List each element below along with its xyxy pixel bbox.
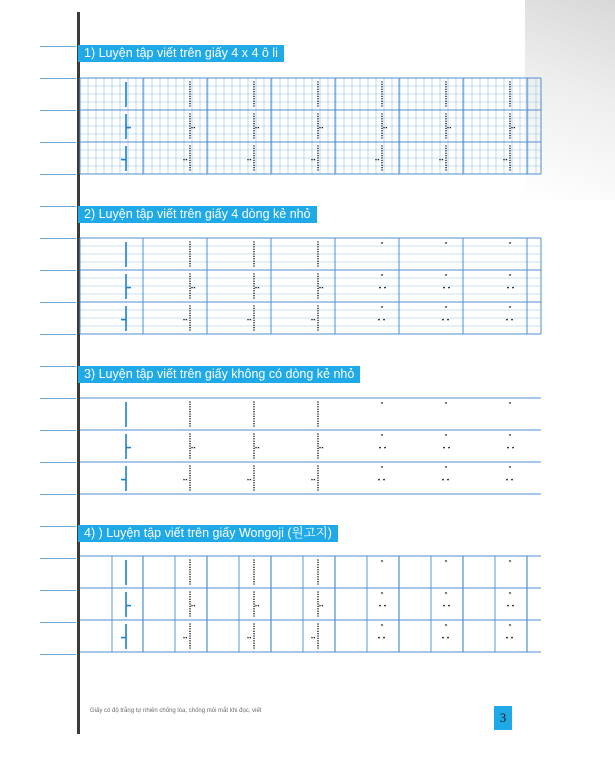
trace-dots	[253, 576, 255, 578]
trace-dots	[317, 594, 319, 596]
trace-dots	[317, 578, 319, 580]
trace-dots	[253, 591, 255, 593]
trace-dots	[317, 591, 319, 593]
trace-dots	[253, 596, 255, 598]
trace-dots	[317, 559, 319, 561]
trace-dot	[506, 637, 508, 639]
trace-dots	[253, 640, 255, 642]
trace-dots	[186, 637, 188, 639]
trace-dot	[509, 560, 511, 562]
trace-dots	[189, 635, 191, 637]
trace-dots	[189, 610, 191, 612]
trace-dot	[447, 637, 449, 639]
trace-dots	[253, 633, 255, 635]
trace-dots	[253, 566, 255, 568]
trace-dots	[189, 628, 191, 630]
trace-dots	[189, 594, 191, 596]
trace-dots	[253, 571, 255, 573]
trace-dots	[189, 645, 191, 647]
trace-dot	[445, 592, 447, 594]
trace-dots	[253, 615, 255, 617]
trace-dots	[189, 578, 191, 580]
trace-dots	[317, 581, 319, 583]
footer-note: Giấy có độ trắng tự nhiên chống lóa, chống mỏi mắt khi đọc, viết	[90, 708, 262, 714]
trace-dots	[317, 571, 319, 573]
trace-dot	[509, 592, 511, 594]
trace-dots	[317, 638, 319, 640]
trace-dots	[189, 569, 191, 571]
trace-dots	[253, 626, 255, 628]
trace-dots	[253, 630, 255, 632]
trace-dots	[317, 574, 319, 576]
trace-dots	[317, 576, 319, 578]
trace-dots	[317, 566, 319, 568]
trace-dots	[253, 606, 255, 608]
trace-dots	[317, 569, 319, 571]
trace-dots	[189, 571, 191, 573]
trace-dot	[384, 605, 386, 607]
trace-dots	[189, 576, 191, 578]
trace-dots	[317, 601, 319, 603]
trace-dots	[189, 598, 191, 600]
trace-dots	[317, 640, 319, 642]
trace-dot	[381, 624, 383, 626]
trace-dots	[258, 605, 260, 607]
trace-dot	[445, 624, 447, 626]
trace-dot	[381, 560, 383, 562]
trace-dots	[253, 642, 255, 644]
trace-dots	[253, 610, 255, 612]
trace-dots	[189, 564, 191, 566]
trace-dot	[509, 624, 511, 626]
section-title-4: 4) ) Luyện tập viết trên giấy Wongoji (원고지)	[78, 525, 338, 542]
trace-dots	[319, 605, 321, 607]
trace-dots	[253, 603, 255, 605]
trace-dots	[317, 603, 319, 605]
section-title-1: 1) Luyện tập viết trên giấy 4 x 4 ô li	[78, 45, 284, 62]
trace-dots	[311, 637, 313, 639]
trace-dots	[189, 608, 191, 610]
trace-dots	[183, 637, 185, 639]
trace-dots	[253, 578, 255, 580]
trace-dots	[317, 615, 319, 617]
trace-dots	[317, 562, 319, 564]
trace-dot	[383, 637, 385, 639]
trace-dots	[189, 562, 191, 564]
trace-dots	[189, 583, 191, 585]
trace-dots	[253, 564, 255, 566]
trace-dots	[189, 596, 191, 598]
trace-dots	[189, 574, 191, 576]
trace-dots	[255, 605, 257, 607]
trace-dots	[317, 633, 319, 635]
trace-dots	[253, 581, 255, 583]
trace-dots	[317, 608, 319, 610]
trace-dots	[250, 637, 252, 639]
trace-dots	[317, 613, 319, 615]
trace-dots	[317, 606, 319, 608]
trace-dots	[189, 647, 191, 649]
trace-dots	[253, 601, 255, 603]
trace-dot	[443, 605, 445, 607]
trace-dots	[253, 645, 255, 647]
trace-dots	[189, 606, 191, 608]
trace-dot	[448, 605, 450, 607]
trace-dots	[253, 638, 255, 640]
trace-dots	[189, 601, 191, 603]
trace-dots	[189, 591, 191, 593]
trace-dots	[317, 610, 319, 612]
trace-dots	[317, 635, 319, 637]
trace-dots	[317, 630, 319, 632]
trace-dots	[253, 623, 255, 625]
trace-dots	[322, 605, 324, 607]
trace-dots	[189, 626, 191, 628]
trace-dot	[381, 592, 383, 594]
trace-dot	[378, 637, 380, 639]
trace-dots	[191, 605, 193, 607]
trace-dots	[189, 581, 191, 583]
trace-dots	[317, 647, 319, 649]
page-number: 3	[494, 706, 512, 730]
trace-dot	[379, 605, 381, 607]
trace-dots	[317, 642, 319, 644]
trace-dots	[189, 559, 191, 561]
trace-dots	[253, 574, 255, 576]
trace-dot	[442, 637, 444, 639]
trace-dots	[317, 626, 319, 628]
trace-dots	[253, 559, 255, 561]
trace-dots	[189, 615, 191, 617]
section-title-2: 2) Luyện tập viết trên giấy 4 dòng kẻ nhỏ	[78, 206, 317, 223]
trace-dots	[189, 633, 191, 635]
trace-dot	[511, 637, 513, 639]
trace-dots	[317, 628, 319, 630]
trace-dots	[253, 594, 255, 596]
trace-dots	[253, 647, 255, 649]
trace-dots	[317, 596, 319, 598]
trace-dots	[189, 630, 191, 632]
trace-dots	[194, 605, 196, 607]
trace-dots	[247, 637, 249, 639]
trace-dots	[317, 583, 319, 585]
trace-dots	[253, 635, 255, 637]
trace-dots	[317, 564, 319, 566]
trace-dot	[507, 605, 509, 607]
trace-dots	[189, 638, 191, 640]
trace-dots	[189, 623, 191, 625]
trace-dots	[253, 562, 255, 564]
trace-dots	[189, 642, 191, 644]
trace-dots	[317, 598, 319, 600]
trace-dots	[317, 623, 319, 625]
trace-dots	[189, 603, 191, 605]
trace-dot	[445, 560, 447, 562]
trace-dots	[253, 569, 255, 571]
section-title-3: 3) Luyện tập viết trên giấy không có dòng kẻ nhỏ	[78, 366, 360, 383]
trace-dots	[189, 640, 191, 642]
trace-dots	[189, 613, 191, 615]
trace-dots	[189, 566, 191, 568]
trace-dots	[253, 628, 255, 630]
trace-dots	[253, 608, 255, 610]
trace-dots	[317, 645, 319, 647]
trace-dots	[253, 598, 255, 600]
trace-dot	[512, 605, 514, 607]
trace-dots	[314, 637, 316, 639]
trace-dots	[253, 613, 255, 615]
trace-dots	[253, 583, 255, 585]
